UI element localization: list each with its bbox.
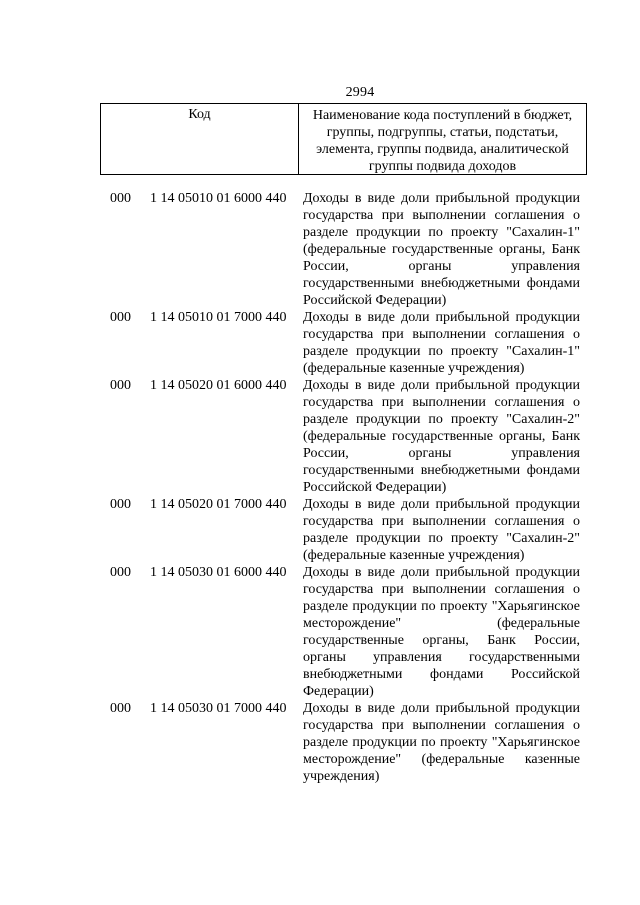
description-line: Доходы в виде доли прибыльной продукции <box>303 701 580 716</box>
description-line: Доходы в виде доли прибыльной продукции <box>303 378 580 393</box>
row-description <box>303 700 580 785</box>
row-description <box>303 564 580 700</box>
description-line: месторождение" (федеральные <box>303 616 580 631</box>
description-line: России, органы управления <box>303 259 580 274</box>
row-admin-code: 000 <box>110 310 131 325</box>
row-description <box>303 496 580 564</box>
description-line: Доходы в виде доли прибыльной продукции <box>303 497 580 512</box>
row-revenue-code: 1 14 05030 01 7000 440 <box>150 701 287 716</box>
description-line: Доходы в виде доли прибыльной продукции <box>303 191 580 206</box>
description-line: разделе продукции по проекту "Сахалин-1" <box>303 344 580 359</box>
description-line: учреждения) <box>303 769 380 784</box>
row-description <box>303 377 580 496</box>
description-line: разделе продукции по проекту "Сахалин-2" <box>303 531 580 546</box>
row-revenue-code: 1 14 05020 01 7000 440 <box>150 497 287 512</box>
table-header <box>100 103 587 175</box>
description-line: Российской Федерации) <box>303 293 447 308</box>
row-revenue-code: 1 14 05010 01 6000 440 <box>150 191 287 206</box>
description-line: разделе продукции по проекту "Харьягинское <box>303 735 580 750</box>
description-line: Федерации) <box>303 684 374 699</box>
description-line: месторождение" (федеральные казенные <box>303 752 580 767</box>
description-line: государства при выполнении соглашения о <box>303 582 580 597</box>
description-line: внебюджетными фондами Российской <box>303 667 580 682</box>
description-line: разделе продукции по проекту "Харьягинское <box>303 599 580 614</box>
table-row <box>0 700 640 785</box>
description-line: Доходы в виде доли прибыльной продукции <box>303 565 580 580</box>
row-description <box>303 309 580 377</box>
row-revenue-code: 1 14 05030 01 6000 440 <box>150 565 287 580</box>
description-line: государства при выполнении соглашения о <box>303 718 580 733</box>
description-line: Российской Федерации) <box>303 480 447 495</box>
revenue-code-list <box>0 190 640 785</box>
page-number: 2994 <box>345 85 375 100</box>
table-row <box>0 309 640 377</box>
description-line: разделе продукции по проекту "Сахалин-1" <box>303 225 580 240</box>
description-line: государства при выполнении соглашения о <box>303 395 580 410</box>
row-description <box>303 190 580 309</box>
description-line: государства при выполнении соглашения о <box>303 514 580 529</box>
description-line: (федеральные государственные органы, Банк <box>303 429 580 444</box>
description-line: Доходы в виде доли прибыльной продукции <box>303 310 580 325</box>
row-admin-code: 000 <box>110 497 131 512</box>
row-admin-code: 000 <box>110 378 131 393</box>
description-line: государственными внебюджетными фондами <box>303 463 580 478</box>
table-row <box>0 377 640 496</box>
description-line: государственными внебюджетными фондами <box>303 276 580 291</box>
table-row <box>0 190 640 309</box>
description-line: государственные органы, Банк России, <box>303 633 580 648</box>
row-revenue-code: 1 14 05020 01 6000 440 <box>150 378 287 393</box>
row-revenue-code: 1 14 05010 01 7000 440 <box>150 310 287 325</box>
description-line: (федеральные казенные учреждения) <box>303 548 525 563</box>
description-line: государства при выполнении соглашения о <box>303 327 580 342</box>
row-admin-code: 000 <box>110 191 131 206</box>
description-line: государства при выполнении соглашения о <box>303 208 580 223</box>
description-line: органы управления государственными <box>303 650 580 665</box>
description-line: России, органы управления <box>303 446 580 461</box>
header-code-label: Код <box>101 104 299 174</box>
table-row <box>0 564 640 700</box>
description-line: (федеральные государственные органы, Банк <box>303 242 580 257</box>
row-admin-code: 000 <box>110 565 131 580</box>
header-name-label: Наименование кода поступлений в бюджет, группы, подгруппы, статьи, подстатьи, элемента, группы подвида, аналитической группы подвида доходов <box>312 108 573 174</box>
table-row <box>0 496 640 564</box>
description-line: (федеральные казенные учреждения) <box>303 361 525 376</box>
description-line: разделе продукции по проекту "Сахалин-2" <box>303 412 580 427</box>
row-admin-code: 000 <box>110 701 131 716</box>
